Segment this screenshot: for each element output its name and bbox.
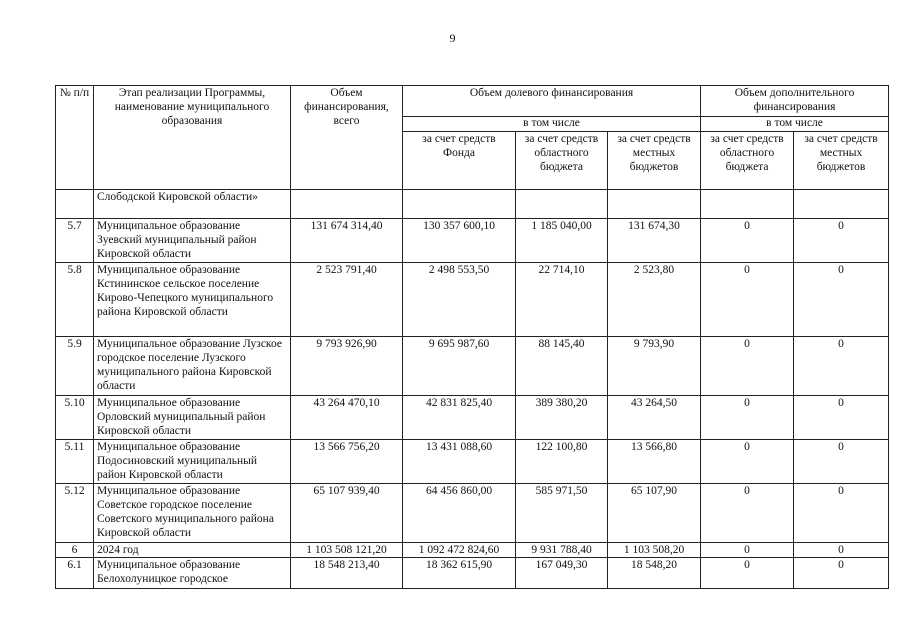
row-name: Муниципальное образование Орловский муниципальный район Кировской области xyxy=(94,396,291,440)
table-row-year xyxy=(56,543,889,558)
row-fund: 2 498 553,50 xyxy=(403,263,516,337)
row-add-regional: 0 xyxy=(701,263,794,337)
row-total: 2 523 791,40 xyxy=(291,263,403,337)
header-fund: за счет средств Фонда xyxy=(403,132,516,190)
header-including-shared: в том числе xyxy=(403,117,701,132)
row-total: 9 793 926,90 xyxy=(291,337,403,396)
row-num: 5.10 xyxy=(56,396,94,440)
row-add-regional: 0 xyxy=(701,558,794,589)
row-num: 5.7 xyxy=(56,219,94,263)
row-add-local: 0 xyxy=(794,263,889,337)
row-local: 9 793,90 xyxy=(608,337,701,396)
row-fund: 130 357 600,10 xyxy=(403,219,516,263)
row-add-regional: 0 xyxy=(701,219,794,263)
row-regional: 122 100,80 xyxy=(516,440,608,484)
row-num: 5.12 xyxy=(56,484,94,543)
row-local: 65 107,90 xyxy=(608,484,701,543)
row-name: Слободской Кировской области» xyxy=(94,190,291,219)
row-regional: 585 971,50 xyxy=(516,484,608,543)
row-add-local: 0 xyxy=(794,558,889,589)
table-row xyxy=(56,440,889,484)
table-row-continuation xyxy=(56,190,889,219)
row-total: 65 107 939,40 xyxy=(291,484,403,543)
row-add-local: 0 xyxy=(794,543,889,558)
row-regional: 22 714,10 xyxy=(516,263,608,337)
row-add-regional: 0 xyxy=(701,543,794,558)
row-name: Муниципальное образование Подосиновский муниципальный район Кировской области xyxy=(94,440,291,484)
row-num: 6 xyxy=(56,543,94,558)
row-add-regional: 0 xyxy=(701,337,794,396)
row-num: 6.1 xyxy=(56,558,94,589)
row-total: 1 103 508 121,20 xyxy=(291,543,403,558)
row-total: 18 548 213,40 xyxy=(291,558,403,589)
header-shared: Объем долевого финансирования xyxy=(403,86,701,117)
table-row xyxy=(56,219,889,263)
row-local: 13 566,80 xyxy=(608,440,701,484)
row-local: 131 674,30 xyxy=(608,219,701,263)
page-number: 9 xyxy=(449,31,456,45)
row-local: 2 523,80 xyxy=(608,263,701,337)
row-name: Муниципальное образование Лузское городское поселение Лузского муниципального района Кировской области xyxy=(94,337,291,396)
row-num: 5.11 xyxy=(56,440,94,484)
row-add-regional: 0 xyxy=(701,440,794,484)
header-num: № п/п xyxy=(56,86,94,190)
row-name: Муниципальное образование Белохолуницкое городское xyxy=(94,558,291,589)
row-fund: 18 362 615,90 xyxy=(403,558,516,589)
row-fund: 42 831 825,40 xyxy=(403,396,516,440)
header-regional: за счет средств областного бюджета xyxy=(516,132,608,190)
row-fund: 1 092 472 824,60 xyxy=(403,543,516,558)
header-stage: Этап реализации Программы, наименование муниципального образования xyxy=(94,86,291,190)
row-regional: 389 380,20 xyxy=(516,396,608,440)
row-add-local: 0 xyxy=(794,484,889,543)
row-total: 43 264 470,10 xyxy=(291,396,403,440)
row-local: 18 548,20 xyxy=(608,558,701,589)
header-including-additional: в том числе xyxy=(701,117,889,132)
row-regional: 88 145,40 xyxy=(516,337,608,396)
table-row xyxy=(56,558,889,589)
row-add-local: 0 xyxy=(794,337,889,396)
header-add-regional: за счет средств областного бюджета xyxy=(701,132,794,190)
row-add-local: 0 xyxy=(794,219,889,263)
row-add-local: 0 xyxy=(794,440,889,484)
header-total: Объем финансирования, всего xyxy=(291,86,403,190)
financing-table xyxy=(55,85,889,589)
table-row xyxy=(56,484,889,543)
row-add-regional: 0 xyxy=(701,396,794,440)
table-row xyxy=(56,396,889,440)
row-num: 5.9 xyxy=(56,337,94,396)
row-add-local: 0 xyxy=(794,396,889,440)
header-local: за счет средств местных бюджетов xyxy=(608,132,701,190)
table-row xyxy=(56,337,889,396)
table-row xyxy=(56,263,889,337)
row-name: Муниципальное образование Советское городское поселение Советского муниципального района Кировской области xyxy=(94,484,291,543)
row-local: 43 264,50 xyxy=(608,396,701,440)
row-regional: 1 185 040,00 xyxy=(516,219,608,263)
row-name: Муниципальное образование Зуевский муниципальный район Кировской области xyxy=(94,219,291,263)
row-name: 2024 год xyxy=(94,543,291,558)
row-fund: 13 431 088,60 xyxy=(403,440,516,484)
row-fund: 9 695 987,60 xyxy=(403,337,516,396)
row-regional: 9 931 788,40 xyxy=(516,543,608,558)
row-total: 131 674 314,40 xyxy=(291,219,403,263)
row-regional: 167 049,30 xyxy=(516,558,608,589)
header-additional: Объем дополнительного финансирования xyxy=(701,86,889,117)
row-local: 1 103 508,20 xyxy=(608,543,701,558)
row-num: 5.8 xyxy=(56,263,94,337)
row-name: Муниципальное образование Кстининское сельское поселение Кирово-Чепецкого муниципального района Кировской области xyxy=(94,263,291,337)
row-add-regional: 0 xyxy=(701,484,794,543)
row-fund: 64 456 860,00 xyxy=(403,484,516,543)
row-total: 13 566 756,20 xyxy=(291,440,403,484)
header-add-local: за счет средств местных бюджетов xyxy=(794,132,889,190)
